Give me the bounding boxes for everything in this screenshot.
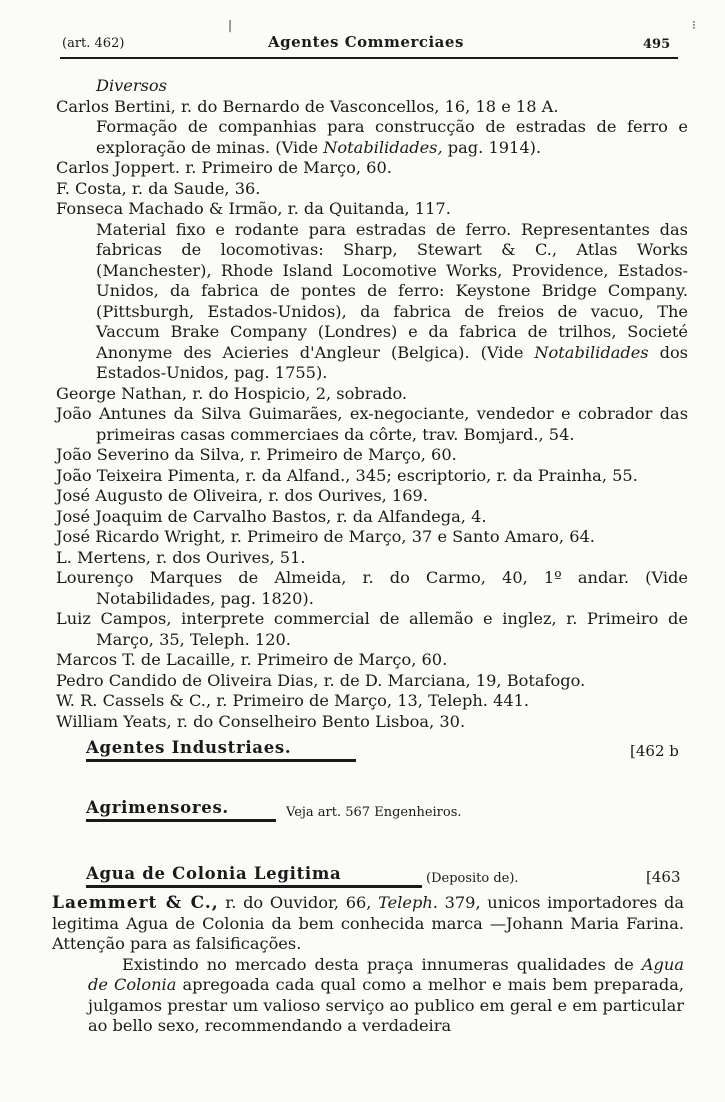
entry-name: José Ricardo Wright, bbox=[56, 527, 226, 546]
entry-address: r. Primeiro de Março, 60. bbox=[240, 650, 448, 669]
entry-address: r. Primeiro de Março, 37 e Santo Amaro, 64. bbox=[230, 527, 595, 546]
section-note bbox=[286, 801, 462, 820]
directory-entry bbox=[56, 445, 688, 466]
section-title: Agua de Colonia Legitima bbox=[86, 864, 342, 883]
section-note bbox=[426, 867, 519, 886]
entry-name: Marcos T. de Lacaille, bbox=[56, 650, 236, 669]
header-rule bbox=[60, 57, 678, 59]
diversos-heading: Diversos bbox=[96, 76, 167, 95]
entry-name: Carlos Joppert. bbox=[56, 158, 181, 177]
directory-entry bbox=[56, 507, 688, 528]
description-part: Formação de companhias para construcção de estradas de ferro e exploração de minas. (Vide bbox=[96, 117, 688, 157]
entry-name: Luiz Campos, bbox=[56, 609, 172, 628]
entry-address: r. Primeiro de Março, 60. bbox=[185, 158, 392, 177]
entry-address: r. da Alfandega, 4. bbox=[336, 506, 487, 526]
directory-entry bbox=[56, 609, 688, 650]
entry-description bbox=[56, 220, 688, 384]
directory-entry bbox=[56, 97, 688, 159]
section-rule bbox=[86, 819, 276, 822]
description-part: Notabilidades bbox=[534, 342, 649, 362]
entry-name: João Severino da Silva, bbox=[56, 445, 245, 464]
agrimensores-note: Veja art. 567 Engenheiros. bbox=[286, 805, 462, 820]
section-rule bbox=[86, 759, 356, 762]
entry-address: r. do Carmo, 40, 1º andar. (Vide Notabilidades, pag. 1820). bbox=[96, 568, 688, 608]
section-title: Agentes Industriaes. bbox=[86, 738, 292, 757]
scan-mark: | bbox=[228, 18, 233, 32]
directory-entry bbox=[56, 568, 688, 609]
entry-address: r. do Hospicio, 2, sobrado. bbox=[192, 383, 408, 403]
directory-entry bbox=[56, 158, 688, 179]
directory-entry bbox=[56, 404, 688, 445]
directory-entry bbox=[56, 179, 688, 200]
paragraph-text: Existindo no mercado desta praça innumeras qualidades de bbox=[122, 954, 642, 974]
entry-address: r. do Conselheiro Bento Lisboa, 30. bbox=[176, 711, 466, 731]
entry-name: William Yeats, bbox=[56, 711, 172, 731]
entry-name: João Antunes da Silva Guimarães, bbox=[56, 404, 343, 423]
entry-name: Carlos Bertini, bbox=[56, 96, 176, 116]
section-agua-colonia bbox=[86, 864, 422, 888]
entry-name: José Augusto de Oliveira, bbox=[56, 486, 264, 505]
entry-address: interprete commercial de allemão e inglez, r. Primeiro de Março, 35, Teleph. 120. bbox=[96, 609, 688, 649]
page-number: 495 bbox=[643, 37, 671, 52]
entry-name: George Nathan, bbox=[56, 383, 188, 403]
directory-entry bbox=[56, 527, 688, 548]
entry-address: r. dos Ourives, 51. bbox=[156, 547, 306, 567]
entry-address: ex-negociante, vendedor e cobrador das primeiras casas commerciaes da côrte, trav. Bomjard., 54. bbox=[96, 404, 689, 444]
entry-name: W. R. Cassels & C., bbox=[56, 691, 212, 710]
diversos-directory bbox=[56, 76, 688, 732]
section-agrimensores bbox=[86, 798, 276, 822]
entry-address: r. da Saude, 36. bbox=[131, 178, 261, 198]
directory-entry bbox=[56, 712, 688, 733]
laemmert-entry bbox=[52, 893, 684, 1037]
directory-entry bbox=[56, 199, 688, 384]
page-title: Agentes Commerciaes bbox=[268, 33, 464, 51]
entry-description bbox=[56, 117, 688, 158]
description-part: dos Estados-Unidos, pag. 1755). bbox=[96, 342, 688, 382]
entry-address: r. Primeiro de Março, 60. bbox=[250, 445, 457, 464]
entry-name: José Joaquim de Carvalho Bastos, bbox=[56, 506, 332, 526]
directory-entry bbox=[56, 691, 688, 712]
entry-name: L. Mertens, bbox=[56, 547, 151, 567]
directory-entry bbox=[56, 486, 688, 507]
entry-address: r. dos Ourives, 169. bbox=[268, 486, 428, 505]
section-ref: [462 b bbox=[630, 742, 679, 760]
firm-description: 379, unicos importadores da legitima Agua de Colonia da bem conhecida marca —Johann Maria Farina. Attenção para as falsificações. bbox=[52, 893, 684, 953]
firm-address: r. do Ouvidor, 66, bbox=[218, 893, 379, 912]
entry-address: r. da Quitanda, 117. bbox=[287, 199, 451, 218]
entry-name: Pedro Candido de Oliveira Dias, bbox=[56, 670, 319, 690]
teleph-label: Teleph. bbox=[378, 893, 438, 912]
laemmert-paragraph bbox=[52, 955, 684, 1037]
article-reference: (art. 462) bbox=[62, 36, 125, 51]
section-title: Agrimensores. bbox=[86, 798, 229, 817]
entry-name: Fonseca Machado & Irmão, bbox=[56, 199, 283, 218]
directory-entry bbox=[56, 384, 688, 405]
section-agentes-industriaes bbox=[86, 738, 356, 762]
description-part: Notabilidades, bbox=[323, 137, 443, 157]
entry-address: r. de D. Marciana, 19, Botafogo. bbox=[323, 670, 586, 690]
entry-name: F. Costa, bbox=[56, 178, 127, 198]
firm-name: Laemmert & C., bbox=[52, 893, 219, 913]
paragraph-emphasis: Agua de Colonia bbox=[88, 954, 684, 994]
entry-name: João Teixeira Pimenta, bbox=[56, 465, 241, 485]
scan-mark: ⁝ bbox=[692, 18, 696, 32]
directory-entry bbox=[56, 671, 688, 692]
section-rule bbox=[86, 885, 422, 888]
directory-entry bbox=[56, 548, 688, 569]
description-part: pag. 1914). bbox=[442, 137, 542, 157]
agua-colonia-note: (Deposito de). bbox=[426, 871, 519, 886]
entry-address: r. Primeiro de Março, 13, Teleph. 441. bbox=[216, 691, 530, 710]
directory-entry bbox=[56, 650, 688, 671]
paragraph-text-end: apregoada cada qual como a melhor e mais bem preparada, julgamos prestar um valioso serviço ao publico em geral e em particular ao bello sexo, recommendando a verdadeira bbox=[88, 975, 684, 1035]
entry-address: r. do Bernardo de Vasconcellos, 16, 18 e 18 A. bbox=[180, 96, 559, 116]
section-ref: [463 bbox=[646, 868, 681, 886]
entry-name: Lourenço Marques de Almeida, bbox=[56, 568, 347, 587]
entry-address: r. da Alfand., 345; escriptorio, r. da Prainha, 55. bbox=[245, 465, 638, 485]
description-part: Material fixo e rodante para estradas de ferro. Representantes das fabricas de locomotivas: Sharp, Stewart & C., Atlas Works (Manchester), Rhode Island Locomotive Works, Providence, Estados-Unidos, da fabrica de pontes de ferro: Keystone Bridge Company. (Pittsburgh, Estados-Unidos), da fabrica de freios de vacuo, The Vaccum Brake Company (Londres) e da fabrica de trilhos, Societé Anonyme des Acieries d'Angleur (Belgica). (Vide bbox=[96, 219, 688, 362]
directory-entry bbox=[56, 466, 688, 487]
entry-list bbox=[56, 97, 688, 733]
